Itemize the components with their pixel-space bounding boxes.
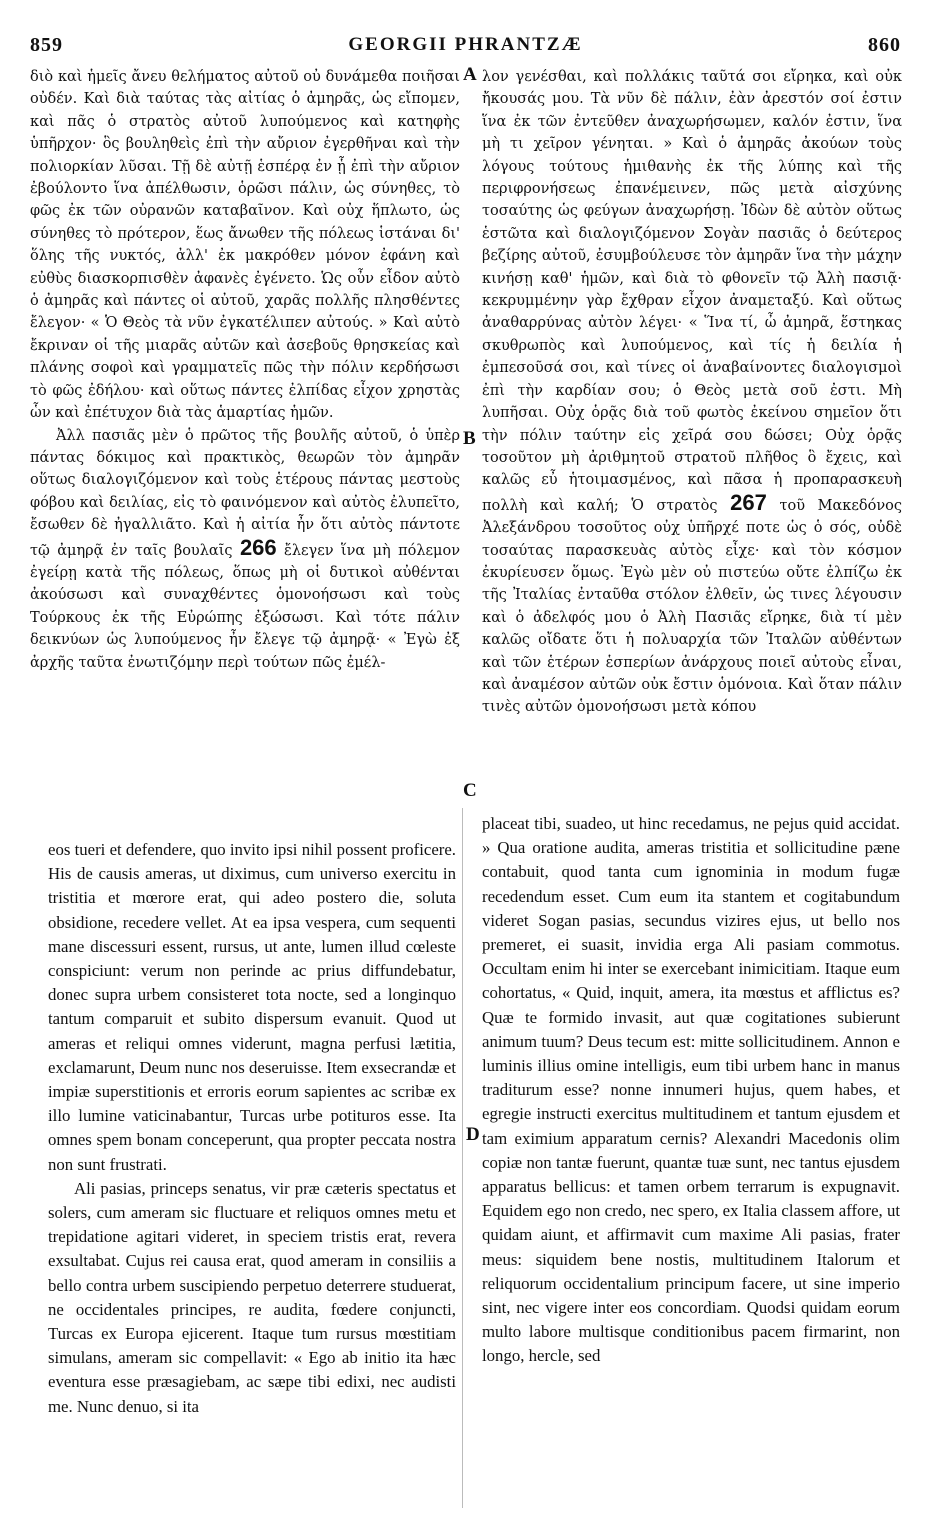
margin-letter-b: B <box>463 428 476 449</box>
latin-left-paragraph-1: eos tueri et defendere, quo invito ipsi nihil possent proficere. His de causis ameras, ut diximus, cum universo exercitu in tristitia et mœrore erat, qui adeo postero die, soluta obsidione, recedere vellet. At ea ipsa vespera, cum sequenti mane discessuri essent, rursus, ut ante, lumen illud cœleste conspiciunt: verum non perinde ac prius diffundebatur, donec supra urbem consisteret tota nocte, sed a longinquo tantum comparuit et subito dispersum evanuit. Quod ut ameras et reliqui omnes viderunt, magna perfusi lætitia, exclamarunt, Deum nunc nos deseruisse. Item exsecrandæ et impiæ superstitionis et erroris eorum sapientes ac scribæ ex illo lumine vaticinabantur, Turcas urbe potituros esse. Ita omnes spem bonam conceperunt, qua propter peccata nostra non sunt frustrati. <box>48 840 456 1174</box>
latin-left-column <box>48 838 456 1518</box>
left-page-number: 859 <box>30 34 63 56</box>
greek-left-paragraph-2-start: Ἀλλ πασιᾶς μὲν ὁ πρῶτος τῆς βουλῆς αὐτοῦ, ὁ ὑπὲρ πάντας δόκιμος καὶ πρακτικὸς, θεωρῶν τὸν ἀμηρᾶν οὕτως διαλογιζόμενον καὶ τοὺς ἑτέρους πάντας μεστοὺς φόβου καὶ δειλίας, εἰς τὸ φαινόμενον καὶ αὐτὸς ἐλυπεῖτο, ἔσωθεν δὲ ἠγαλλιᾶτο. Καὶ ἡ αἰτία ἦν ὅτι αὐτὸς πάντοτε τῷ ἀμηρᾷ ἐν ταῖς βουλαῖς <box>30 427 460 559</box>
greek-right-paragraph-1-start: λον γενέσθαι, καὶ πολλάκις ταῦτά σοι εἴρηκα, καὶ οὐκ ἤκουσάς μου. Τὰ νῦν δὲ πάλιν, ἐὰν ἀρεστόν σοί ἐστιν ἵνα ἐκ τῶν ἐντεῦθεν ἀναχωρήσωμεν, καλόν ἐστιν, ἵνα μὴ τι χεῖρον γένηται. » Καὶ ὁ ἀμηρᾶς ἀκούων τοὺς λόγους τούτους ἡμιθανὴς ἐκ τῆς λύπης καὶ τῆς περιφρονήσεως ἐπανέμεινεν, πῶς μετὰ αἰσχύνης τοσαύτης ὡς φεύγων ἀναχωρήσῃ. Ἰδὼν δὲ αὐτὸν οὕτως ἑστῶτα καὶ διαλογιζόμενον Σογὰν πασιᾶς ὁ δεύτερος βεζίρης αὐτοῦ, ἐσυμβούλευσε τὸν ἀμηρᾶν ἵνα τὴν μάχην κινήσῃ καθ' ἡμῶν, καὶ διὰ τὸ φθονεῖν τῷ Ἀλὴ πασιᾷ· κεκρυμμένην γὰρ ἔχθραν εἶχον ἀναμεταξύ. Καὶ οὕτως ἀναθαρρύνας αὐτὸν λέγει· « Ἵνα τί, ὦ ἀμηρᾶ, ἕστηκας σκυθρωπὸς καὶ λυπούμενος, καὶ τίς ἡ δειλία ἡ ἐμπεσοῦσά σοι, καὶ τίνες οἱ ἀναβαίνοντες διαλογισμοὶ ἐπὶ τὴν καρδίαν σου; ὁ Θεὸς μετὰ σοῦ ἐστι. Μὴ λυπῆσαι. Οὐχ ὁρᾷς διὰ τοῦ φωτὸς ἐκείνου σημεῖον ὅτι τὴν πόλιν ταύτην εἰς χεῖρά σου δώσει; Οὐχ ὁρᾷς τοσοῦτον μὴ ἀριθμητοῦ στρατοῦ πλῆθος ὃ ἔχεις, καὶ καλῶς εὖ ἡτοιμασμένος, καὶ πᾶσα ἡ προπαρασκευὴ πολλὴ καὶ καλή; Ὁ στρατὸς <box>482 69 902 514</box>
greek-left-paragraph-1: διὸ καὶ ἡμεῖς ἄνευ θελήματος αὐτοῦ οὐ δυνάμεθα ποιῆσαι οὐδέν. Καὶ διὰ ταύτας τὰς αἰτίας ὁ ἀμηρᾶς, ὡς εἴπομεν, καὶ πᾶς ὁ στρατὸς αὐτοῦ λυπούμενος καὶ κατηφὴς ὑπῆρχον· ὃς βουληθεὶς ἐπὶ τὴν αὔριον ἐγερθῆναι καὶ τὴν πολιορκίαν λῦσαι. Τῇ δὲ αὐτῇ ἑσπέρᾳ ἐν ᾗ ἐπὶ τὴν αὔριον ἐβούλοντο ἵνα ἀπέλθωσιν, ὁρῶσι πάλιν, ὡς σύνηθες, τὸ φῶς ἐκ τῶν οὐρανῶν καταβαῖνον. Καὶ οὐχ ἥπλωτο, ὡς σύνηθες τὸ πρότερον, ἕως ἄνωθεν τῆς πόλεως ἱστάναι δι' ὅλης τῆς νυκτός, ἀλλ' ἐκ μακρόθεν μόνον ἐφάνη καὶ εὐθὺς διασκορπισθὲν ἀφανὲς ἐγένετο. Ὡς οὖν εἶδον αὐτὸ ὁ ἀμηρᾶς καὶ πάντες οἱ αὐτοῦ, χαρᾶς πολλῆς πλησθέντες ἔλεγον· « Ὁ Θεὸς τὰ νῦν ἐγκατέλιπεν αὐτούς. » Καὶ αὐτὸ ἔκριναν οἱ τῆς μιαρᾶς αὐτῶν καὶ ἀσεβοῦς θρησκείας καὶ πλάνης σοφοὶ καὶ γραμματεῖς πῶς τὴν πόλιν κερδήσωσι τὸ φῶς ἐδήλου· καὶ οὕτως πάντες ἐλπίδας εἶχον χρηστὰς ὧν καὶ ἐπέτυχον διὰ τὰς ἁμαρτίας ἡμῶν. <box>30 69 460 422</box>
greek-right-column <box>482 66 902 806</box>
latin-right-column <box>482 812 900 1518</box>
running-title: GEORGII PHRANTZÆ <box>348 34 583 55</box>
latin-right-paragraph-1: placeat tibi, suadeo, ut hinc recedamus, ne pejus quid accidat. » Qua oratione audita, ameras tristitia et sollicitudine pæne contabuit, quod tanta cum ignominia in modum fugæ recedendum esset. Cum eum ita stantem et cogitabundum videret Sogan pasias, secundus vizires ejus, ut bello nos premeret, ei suasit, invidia erga Ali pasiam commotus. Occultam enim hi inter se exercebant inimicitiam. Itaque eum cohortatus, « Quid, inquit, amera, ita mœstus et afflictus es? Quæ te formido invasit, aut quæ cogitationes subierunt animum tuum? Deus tecum est: mitte sollicitudinem. Annon e luminis illius omine intelligis, eum tibi urbem hanc in manus traditurum esse? nonne innumeri hujus, quem habes, et egregie instructi exercitus multitudinem et tantum ejusdem et tam eximium apparatum cernis? Alexandri Macedonis olim copiæ non tantæ fuerunt, quantæ tuæ sunt, nec tantus ejusdem apparatus bellicus: et tamen orbem terrarum is expugnavit. Equidem ego non credo, nec spero, ex Italia classem affore, ut quidam aiunt, et affirmavit cum maxime Ali pasias, frater meus: siquidem bene nostis, multitudinem Italorum et reliquorum occidentalium principum facere, ut sine imperio sint, nec vigere inter eos concordiam. Quodsi quidam eorum multo labore multisque conditionibus pacem firmarint, non longo, hercle, sed <box>482 814 900 1366</box>
column-divider <box>462 808 463 1508</box>
margin-letter-d: D <box>466 1124 480 1145</box>
margin-letter-a: A <box>463 64 477 85</box>
greek-right-paragraph-1-end: τοῦ Μακεδόνος Ἀλεξάνδρου τοσοῦτος οὐχ ὑπῆρχέ ποτε ὡς ὁ σός, οὐδὲ τοσαύτας παρασκευὰς αὐτὸς εἶχε· καὶ τὸν κόσμον ἐκυρίευσεν ὅμως. Ἐγὼ μὲν οὐ πιστεύω οὔτε ἐλπίζω ἐκ τῆς Ἰταλίας ἐνταῦθα στόλον ἐλθεῖν, ὡς τινες λέγουσιν καὶ ὁ ἀδελφός μου ὁ Ἀλὴ Πασιᾶς εἴρηκε, διὰ τί μὲν καλῶς οἴδατε ὅτι ἡ πολυαρχία τῶν Ἰταλῶν αὐθέντων καὶ τῶν ἑτέρων ἑσπερίων ἀνάρχους ποιεῖ αὐτοὺς εἶναι, καὶ ἀναμέσον αὐτῶν οὐκ ἔστιν ὁμόνοια. Καὶ ὅταν πάλιν τινὲς αὐτῶν ὁμονοήσωσι μετὰ κόπου <box>482 497 902 716</box>
margin-letter-c: C <box>463 780 477 801</box>
greek-right-paragraph-1 <box>482 66 902 719</box>
greek-left-column <box>30 66 460 806</box>
latin-left-paragraph-2: Ali pasias, princeps senatus, vir præ cæteris spectatus et solers, cum ameram sic fluctuare et reliquos omnes metu et trepidatione agitari videret, in speciem tristis erat, revera exsultabat. Cujus rei causa erat, quod ameram in consiliis a bello contra urbem suscipiendo perpetuo deterrere studuerat, ne occidentales principes, re audita, fœdere conjuncti, Turcas ex Europa ejicerent. Itaque tum rursus mœstitiam simulans, ameram sic compellavit: « Ego ab initio ita hæc eventura esse præsagiebam, ac sæpe tibi edixi, nec audisti me. Nunc denuo, si ita <box>48 1178 456 1416</box>
greek-left-paragraph-2-end: ἔλεγεν ἵνα μὴ πόλεμον ἐγείρῃ κατὰ τῆς πόλεως, ὅπως μὴ οἱ δυτικοὶ αὐθένται ἀκούσωσι καὶ συναχθέντες ὁμονοήσωσι καὶ τοὺς Τούρκους ἐκ τῆς Εὐρώπης ἐξώσωσι. Καὶ τότε πάλιν δεικνύων ὡς λυπούμενος ἦν ἔλεγε τῷ ἀμηρᾷ· « Ἐγὼ ἐξ ἀρχῆς ταῦτα ἐνωτιζόμην περὶ τούτων πῶς ἐμέλ- <box>30 542 460 671</box>
page-marker-267: 267 <box>730 489 767 515</box>
right-page-number: 860 <box>868 34 901 56</box>
greek-left-paragraph-2 <box>30 425 460 674</box>
page-marker-266: 266 <box>239 534 277 560</box>
